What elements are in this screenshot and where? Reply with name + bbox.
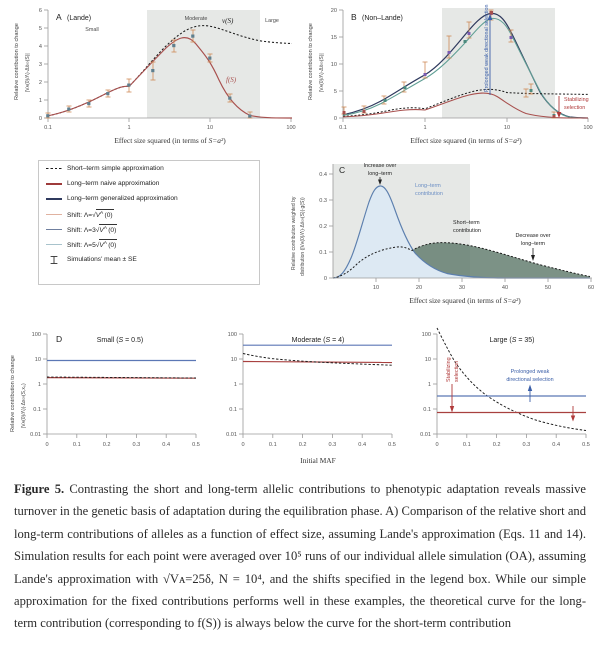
legend-label-3-text: Shift: Λ= <box>67 212 93 220</box>
panel-d2-xtick-4: 0.4 <box>358 442 367 448</box>
panel-d2-xtick-1: 0.1 <box>268 442 277 448</box>
panel-a <box>0 0 300 150</box>
panel-a-ylabel-line1: Relative contribution to change <box>14 23 20 100</box>
panel-d3-ytick-1: 1 <box>427 382 431 388</box>
panel-c-xlabel <box>409 296 521 305</box>
panel-d1-xtick-3: 0.3 <box>132 442 141 448</box>
panel-c-xtick-3: 40 <box>501 285 509 291</box>
panel-d1-xtick-4: 0.4 <box>162 442 171 448</box>
panel-d-xlabel: Initial MAF <box>300 456 336 465</box>
panel-d2-xtick-3: 0.3 <box>328 442 337 448</box>
legend-label-4: Shift: $\Lambda=3√V^A$ (0) <box>67 225 117 235</box>
panel-d3-xtick-1: 0.1 <box>462 442 471 448</box>
legend-label-5: Shift: $\Lambda=5√V^A$ (0) <box>67 240 117 250</box>
panel-d1-xtick-2: 0.2 <box>102 442 111 448</box>
legend-swatch-naive <box>46 179 62 188</box>
panel-d2-dashed-line <box>243 354 392 366</box>
svg-text:Effect size squared (in terms <box>409 296 521 305</box>
panel-a-region-large: Large <box>265 18 279 24</box>
panel-b-annot-line1: Stabilizing <box>564 97 589 103</box>
legend-swatch-errorbar <box>46 255 62 264</box>
panel-d1-xtick-5: 0.5 <box>192 442 200 448</box>
panel-b-ytick-4: 20 <box>330 8 337 14</box>
legend-item-6 <box>39 252 259 267</box>
panel-a-label-vs: v(S) <box>222 17 234 25</box>
caption-l1: adaptation reveals massive turnover in the genetic basis of adaptation during the <box>14 482 586 519</box>
panel-d3-ytick-01: 0.1 <box>423 407 431 413</box>
panel-b-annot-line2: selection <box>564 105 586 111</box>
svg-text:Effect size squared (in terms <box>410 136 522 145</box>
panel-d-moderate <box>226 332 396 448</box>
panel-a-letter: A <box>56 12 62 22</box>
panel-b-subtitle: (Non–Lande) <box>362 15 403 22</box>
panel-d3-annotation-stabilizing <box>446 357 460 412</box>
figure-caption <box>14 478 586 635</box>
legend-label-0: Short–term simple approximation <box>67 165 164 173</box>
panel-b-ytick-3: 15 <box>330 35 337 41</box>
panel-d2-xtick-5: 0.5 <box>388 442 396 448</box>
panel-d3-annotation-red-arrow <box>571 406 575 422</box>
panel-d3-xtick-4: 0.4 <box>552 442 561 448</box>
panel-d-small <box>30 332 200 448</box>
panel-b-ytick-2: 10 <box>330 62 337 68</box>
panel-d3-xticks <box>435 434 589 448</box>
panel-d3-xtick-5: 0.5 <box>582 442 590 448</box>
figure-label: Figure 5. <box>14 482 65 496</box>
legend-item-2 <box>39 191 259 206</box>
panel-d3-xtick-3: 0.3 <box>522 442 531 448</box>
panel-c-xtick-1: 20 <box>415 285 423 291</box>
panel-a-ytick-0: 0 <box>38 116 42 122</box>
panel-c-xtick-5: 60 <box>587 285 595 291</box>
legend-box <box>38 160 260 285</box>
panel-c-ylabel-line1: Relative contribution weighted by <box>291 196 297 270</box>
panel-a-xticks <box>44 118 296 131</box>
panel-b-moderate-shading <box>442 8 555 118</box>
panel-b-ylabel-line1: Relative contribution to change <box>308 23 314 100</box>
panel-d3-annotation-directional <box>506 369 553 402</box>
panel-d2-yticks <box>226 332 243 438</box>
panel-a-xtick-2: 10 <box>206 125 214 131</box>
caption-l4: Simulation results for each point were averaged over 10⁵ runs of our individual allele <box>14 549 446 564</box>
svg-text:long–term: long–term <box>521 241 545 247</box>
panel-d1-ytick-10: 10 <box>34 357 41 363</box>
panel-a-ytick-6: 6 <box>38 8 42 14</box>
panel-c-xlabel-pre: Effect size squared (in terms of <box>409 296 504 305</box>
panel-a-xlabel-math: S=a² <box>208 136 224 145</box>
panel-c-yticks <box>319 172 333 282</box>
panel-c-ytick-2: 0.2 <box>319 224 327 230</box>
panel-b-xtick-0: 0.1 <box>339 125 347 131</box>
panel-b <box>298 0 600 150</box>
panel-d3-ytick-100: 100 <box>421 332 431 338</box>
panel-c-xlabel-post: ) <box>518 296 521 305</box>
panel-c-ytick-1: 0.1 <box>319 250 327 256</box>
legend-label-2: Long–term generalized approximation <box>67 195 178 203</box>
legend-label-4-text: Shift: Λ=3 <box>67 227 96 235</box>
panel-a-xtick-0: 0.1 <box>44 125 52 131</box>
panel-a-ytick-1: 1 <box>38 98 42 104</box>
panel-d <box>0 320 600 480</box>
panel-d2-xticks <box>241 434 395 448</box>
panel-c <box>285 158 600 310</box>
panel-d3-xtick-0: 0 <box>435 442 439 448</box>
panel-d1-ytick-100: 100 <box>31 332 41 338</box>
panel-d-ylabel-line1: Relative contribution to change <box>10 355 16 432</box>
caption-l3: alleles as a function of effect size, assuming Lande's approximation (Eqs. 11 and 14). <box>151 526 586 541</box>
legend-swatch-shift5 <box>46 240 62 249</box>
panel-b-xlabel-math: S=a² <box>504 136 520 145</box>
caption-l5: simulation (OA), assuming Lande's approximation with √Vᴀ=25δ, N = 10⁴, and the shifts <box>14 549 586 586</box>
panel-a-region-small: Small <box>85 27 99 33</box>
caption-l0: Contrasting the short and long-term allelic contributions to phenotypic <box>69 482 442 496</box>
panel-b-yticks <box>331 8 343 122</box>
svg-text:long–term: long–term <box>368 171 392 177</box>
svg-text:Decrease over: Decrease over <box>515 233 551 239</box>
panel-c-letter: C <box>339 165 346 175</box>
panel-d2-ytick-01: 0.1 <box>229 407 237 413</box>
svg-text:Increase over: Increase over <box>363 163 397 169</box>
panel-d3-title: Large (S = 35) <box>489 337 535 344</box>
legend-item-0 <box>39 161 259 176</box>
panel-b-annotation-directional-label: Prolonged weak directional selection <box>484 4 490 92</box>
panel-a-region-moderate: Moderate <box>184 16 208 22</box>
panel-a-ylabel-line2: |Vᴀ(0)/Λ)·Δx̄∞(S)| <box>25 53 31 92</box>
panel-a-ytick-3: 3 <box>38 62 42 68</box>
panel-d2-title: Moderate (S = 4) <box>291 337 345 344</box>
legend-swatch-shift3 <box>46 225 62 234</box>
panel-d1-ytick-1: 1 <box>37 382 41 388</box>
panel-a-xtick-1: 1 <box>127 125 131 131</box>
panel-b-xtick-2: 10 <box>503 125 511 131</box>
legend-label-5-text: Shift: Λ=5 <box>67 242 96 250</box>
panel-b-xlabel-post: ) <box>519 136 522 145</box>
panel-d3-annot-stabilizing-1: Stabilizing <box>446 357 452 382</box>
caption-l6: specified in the legend box. While our simple approximation for the fixed contributions <box>14 571 586 609</box>
caption-l2: equilibration phase. A) Comparison of the relative short and long-term contributions of <box>14 504 587 541</box>
panel-c-ytick-4: 0.4 <box>319 172 327 178</box>
panel-b-xlabel <box>410 136 522 145</box>
panel-d3-annot-directional-1: Prolonged weak <box>510 369 550 375</box>
panel-d1-xtick-0: 0 <box>45 442 49 448</box>
panel-d2-xtick-2: 0.2 <box>298 442 307 448</box>
panel-d1-ytick-01: 0.1 <box>33 407 41 413</box>
panel-d-large <box>420 328 590 448</box>
legend-item-4 <box>39 222 259 237</box>
panel-a-label-fs: f(S) <box>226 76 237 84</box>
svg-text:Long–term: Long–term <box>415 183 441 189</box>
panel-b-ytick-1: 5 <box>333 89 337 95</box>
panel-b-letter: B <box>351 12 357 22</box>
legend-swatch-generalized <box>46 194 62 203</box>
panel-d3-yticks <box>420 332 437 438</box>
panel-a-xlabel-pre: Effect size squared (in terms of <box>114 136 209 145</box>
panel-d3-ytick-10: 10 <box>424 357 431 363</box>
legend-swatch-shift1 <box>46 210 62 219</box>
panel-a-ytick-2: 2 <box>38 80 42 86</box>
panel-d3-xtick-2: 0.2 <box>492 442 501 448</box>
panel-a-xlabel-post: ) <box>223 136 226 145</box>
panel-b-ytick-0: 0 <box>333 116 337 122</box>
panel-c-xlabel-math: S=a² <box>503 296 519 305</box>
panel-a-ytick-4: 4 <box>38 44 42 50</box>
legend-item-3 <box>39 207 259 222</box>
panel-a-xlabel <box>114 136 226 145</box>
panel-d-letter: D <box>56 334 63 344</box>
panel-a-subtitle: (Lande) <box>67 15 92 22</box>
svg-text:Effect size squared (in terms <box>114 136 226 145</box>
panel-c-xtick-0: 10 <box>372 285 380 291</box>
panel-b-xticks <box>339 118 593 131</box>
panel-a-xtick-3: 100 <box>286 125 296 131</box>
panel-d3-annot-directional-2: directional selection <box>506 377 554 383</box>
panel-a-ytick-5: 5 <box>38 26 42 32</box>
panel-d-ylabel-line2: |Vᴀ(0)/Λ)|·Δx∞(S,x₀) <box>21 383 27 428</box>
panel-c-xticks <box>373 278 594 291</box>
panel-d2-ytick-1: 1 <box>233 382 237 388</box>
panel-a-moderate-shading <box>147 10 260 118</box>
panel-c-ytick-0: 0 <box>323 276 327 282</box>
legend-item-1 <box>39 176 259 191</box>
panel-d2-xtick-0: 0 <box>241 442 245 448</box>
panel-d2-ytick-001: 0.01 <box>226 432 237 438</box>
panel-b-xtick-1: 1 <box>423 125 427 131</box>
legend-label-3: Shift: $\Lambda=√V^A$ (0) <box>67 210 113 220</box>
panel-c-xtick-2: 30 <box>458 285 466 291</box>
panel-a-yticks <box>39 8 48 122</box>
panel-d1-yticks <box>30 332 47 438</box>
legend-label-1: Long–term naive approximation <box>67 180 160 188</box>
panel-d2-ytick-100: 100 <box>227 332 237 338</box>
svg-text:contribution: contribution <box>415 191 443 197</box>
legend-label-6: Simulations' mean ± SE <box>67 256 137 264</box>
svg-text:Short–term: Short–term <box>453 220 480 226</box>
panel-d1-title: Small (S = 0.5) <box>96 337 144 344</box>
panel-d2-red-line <box>243 362 392 363</box>
legend-item-5 <box>39 237 259 252</box>
panel-c-annotation-decrease <box>515 233 550 261</box>
panel-d3-ytick-001: 0.01 <box>420 432 431 438</box>
legend-swatch-dashed <box>46 164 62 173</box>
svg-text:contribution: contribution <box>453 228 481 234</box>
panel-b-ylabel-line2: |Vᴀ(0)/Λ)·Δx̄∞(S)| <box>319 53 325 92</box>
caption-l7: performs well in these examples, the theoretical curve for the long-term contribution <box>14 594 587 631</box>
panel-b-xtick-3: 100 <box>583 125 593 131</box>
panel-d2-ytick-10: 10 <box>230 357 237 363</box>
panel-c-xtick-4: 50 <box>544 285 552 291</box>
panel-d1-xtick-1: 0.1 <box>72 442 81 448</box>
panel-c-ylabel-line2: distribution (|Vᴀ(0)/Λ)·Δx̄∞(S)|·g(S)) <box>300 197 306 276</box>
panel-c-ytick-3: 0.3 <box>319 198 327 204</box>
panel-b-xlabel-pre: Effect size squared (in terms of <box>410 136 505 145</box>
panel-d1-ytick-001: 0.01 <box>30 432 41 438</box>
panel-d1-xticks <box>45 434 199 448</box>
panel-d3-annot-stabilizing-2: selection <box>454 360 460 382</box>
caption-l8: (corresponding to f(S)) is always below the curve for the short-term contribution <box>104 616 511 631</box>
